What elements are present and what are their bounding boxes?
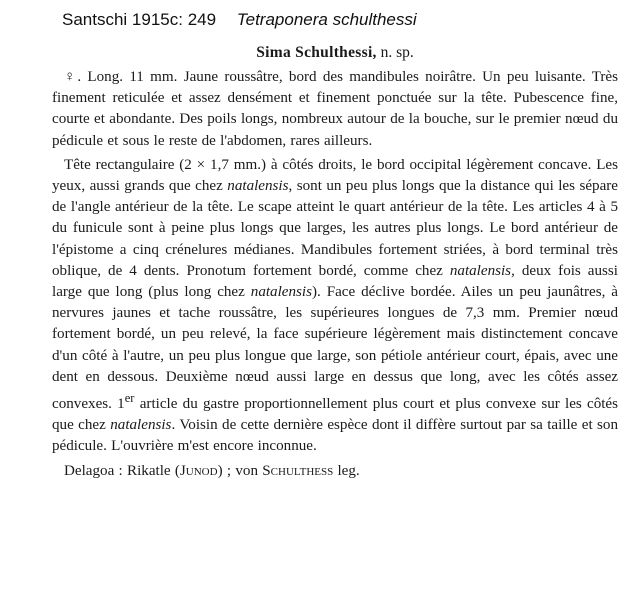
collector-name: Schulthess: [262, 462, 334, 479]
ordinal-superscript: er: [124, 391, 135, 406]
text-run: . Voisin de cette dernière espèce dont il diffère surtout par sa taille et son pédicule. L'ouvrière m'est encore inconnue.: [52, 417, 618, 455]
collector-name: Junod: [179, 462, 218, 479]
description-title: [52, 42, 618, 64]
species-ref: natalensis: [449, 262, 512, 279]
species-ref: natalensis: [227, 178, 289, 195]
text-run: ). Face déclive bordée. Ailes un peu jaunâtres, à nervures jaunes et tache roussâtre, les supérieures longues de 7,3 mm. Premier nœud fortement bordé, un peu relevé, la face supérieure légèrement mais distinctement concave d'un côté à l'autre, un peu plus longue que large, son pétiole antérieur court, épais, avec une dent en dessous. Deuxième nœud aussi large en dessus que long, avec les côtés assez convexes. 1: [52, 284, 618, 413]
paragraph-morphology: [52, 155, 618, 458]
citation-header: [62, 10, 417, 30]
taxon-status: n. sp.: [380, 44, 414, 61]
text-run: , deux fois aussi large que long (plus long chez: [52, 262, 618, 301]
paragraph-general: [52, 67, 618, 152]
text-run: leg.: [333, 462, 360, 479]
species-name: Tetraponera schulthessi: [236, 10, 417, 29]
locality-line: [52, 461, 618, 482]
text-run: article du gastre proportionnellement plus court et plus convexe sur les côtés que chez: [52, 396, 619, 434]
text-run: , sont un peu plus longs que la distance qui les sépare de l'angle antérieur de la tête. Le scape atteint le quart antérieur de la tête. Les articles 4 à 5 du funicule sont à peine plus longs que larges, les autres plus longs. Le bord antérieur de l'épistome a cinq crénelures médianes. Mandibules fortement striées, à bord terminal très oblique, de 4 dents. Pronotum fortement bordé, comme chez: [52, 178, 618, 279]
text-run: ) ; von: [217, 462, 263, 479]
paragraph-text: ♀. Long. 11 mm. Jaune roussâtre, bord des mandibules noirâtre. Un peu luisante. Très finement reticulée et assez densément et finement ponctuée sur la tête. Pubescence fine, courte et abondante. Des poils longs, nombreux autour de la bouche, sur le premier nœud du pédicule et sous le reste de l'abdomen, rares ailleurs.: [52, 69, 618, 149]
document-page: [52, 42, 618, 482]
locality-place: Delagoa : Rikatle (: [64, 462, 180, 479]
citation-text: Santschi 1915c: 249: [62, 10, 217, 29]
species-ref: natalensis: [250, 284, 312, 301]
text-run: Tête rectangulaire (2 × 1,7 mm.) à côtés droits, le bord occipital légèrement concave. Les yeux, aussi grands que chez: [52, 156, 618, 195]
taxon-name: Sima Schulthessi,: [256, 44, 377, 61]
species-ref: natalensis: [110, 417, 172, 434]
